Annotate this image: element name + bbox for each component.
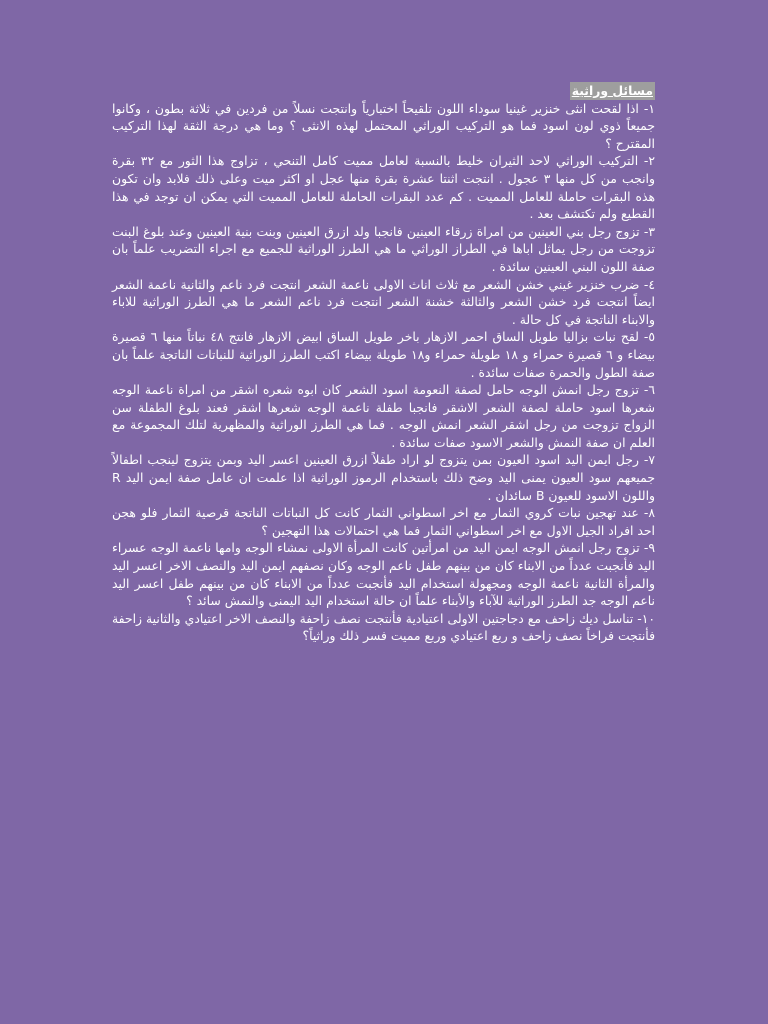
question-1: ١- اذا لقحت انثى خنزير غينيا سوداء اللون تلقيحاً اختبارياً وانتجت نسلاً من فردين في ثلاثة بطون ، وكانوا جميعاً ذوي لون اسود فما هو التركيب الوراثي المحتمل لهذه الانثى ؟ وما هي درجة الثقة لهذا التركيب المقترح ؟ (112, 100, 655, 151)
document-title: مسائل وراثية (571, 83, 653, 98)
document-body (112, 82, 655, 645)
question-4: ٤- ضرب خنزير غيني خشن الشعر مع ثلاث اناث الاولى ناعمة الشعر انتجت فرد ناعم والثانية ناعمة الشعر ايضاً انتجت فرد خشن الشعر والثالثة خشنة الشعر انتجت فرد ناعم الشعر ما هي الطرز الوراثية للاباء والابناء الناتجة في كل حالة . (112, 276, 655, 327)
question-9: ٩- تزوج رجل انمش الوجه ايمن اليد من امرأتين كانت المرأة الاولى نمشاء الوجه وامها ناعمة الوجه عسراء اليد فأنجبت عدداً من الابناء كان من بينهم طفل ناعم الوجه وكان نصفهم ايمن اليد والنصف الاخر اعسر اليد والمرأة الثانية ناعمة الوجه ومجهولة استخدام اليد فأنجبت عدداً من الابناء كان من بينهم طفل اعسر اليد ناعم الوجه جد الطرز الوراثية للآباء والأبناء علماً ان حالة استخدام اليد اليمنى والنمش سائد ؟ (112, 540, 655, 609)
question-2: ٢- التركيب الوراثي لاحد الثيران خليط بالنسبة لعامل مميت كامل التنحي ، تزاوج هذا الثور مع ٣٢ بقرة وانجب من كل منها ٣ عجول . انتجت اثنتا عشرة بقرة منها عجل او اكثر ميت وعلى ذلك فلابد وان تكون هذه البقرات حاملة للعامل المميت . كم عدد البقرات الحاملة للعامل المميت التي يمكن ان توجد في هذا القطيع ولم تكتشف بعد . (112, 153, 655, 222)
question-6: ٦- تزوج رجل انمش الوجه حامل لصفة النعومة اسود الشعر كان ابوه شعره اشقر من امراة ناعمة الوجه شعرها اسود حاملة لصفة الشعر الاشقر فانجبا طفلة ناعمة الوجه شعرها اشقر فعند بلوغ الطفلة سن الزواج تزوجت من رجل اشقر الشعر انمش الوجه . فما هي الطرز الوراثية والمظهرية لتلك المجموعة مع العلم ان صفة النمش والشعر الاسود صفات سائدة . (112, 382, 655, 450)
question-8: ٨- عند تهجين نبات كروي الثمار مع اخر اسطواني الثمار كانت كل النباتات الناتجة قرصية الثمار فلو هجن احد افراد الجيل الاول مع اخر اسطواني الثمار فما هي احتمالات هذا التهجين ؟ (112, 505, 655, 538)
question-10: ١٠- تناسل ديك زاحف مع دجاجتين الاولى اعتيادية فأنتجت نصف زاحفة والنصف الاخر اعتيادي والثانية زاحفة فأنتجت فراخاً نصف زاحف و ربع اعتيادي وربع مميت فسر ذلك وراثياً؟ (112, 610, 655, 644)
title-line (112, 82, 655, 100)
question-3: ٣- تزوج رجل بني العينين من امراة زرقاء العينين فانجبا ولد ازرق العينين وبنت بنية العينين وعند بلوغ البنت تزوجت من رجل يماثل اباها في الطراز الوراثي ما هي الطرز الوراثية للجميع مع اجراء التضريب علماً بان صفة اللون البني العينين سائدة . (112, 223, 655, 274)
question-5: ٥- لقح نبات بزاليا طويل الساق احمر الازهار باخر طويل الساق ابيض الازهار فانتج ٤٨ نباتاً منها ٦ قصيرة بيضاء و ٦ قصيرة حمراء و ١٨ طويلة حمراء و١٨ طويلة بيضاء اكتب الطرز الوراثية للنباتات الناتجة علماً بان صفة الطول والحمرة صفات سائدة . (112, 329, 656, 380)
question-7: ٧- رجل ايمن اليد اسود العيون بمن يتزوج لو اراد طفلاً ازرق العينين اعسر اليد وبمن يتزوج لينجب اطفالاً جميعهم سود العيون يمنى اليد وضح ذلك باستخدام الرموز الوراثية اذا علمت ان عامل صفة ايمن اليد R واللون الاسود للعيون B سائدان . (112, 452, 655, 503)
